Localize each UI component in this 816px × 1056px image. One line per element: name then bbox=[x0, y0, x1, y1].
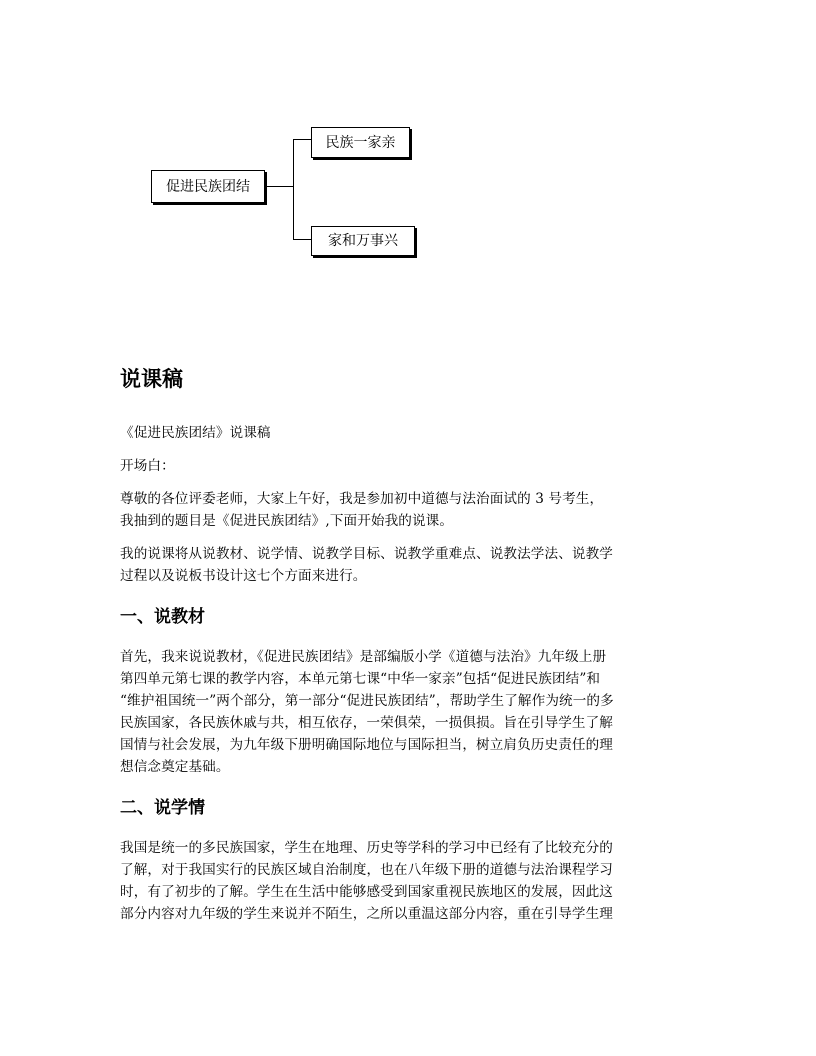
diagram-branch-bottom-label: 家和万事兴 bbox=[328, 233, 398, 249]
paragraph-line: 国情与社会发展，为九年级下册明确国际地位与国际担当，树立肩负历史责任的理 bbox=[120, 737, 613, 753]
outline-paragraph bbox=[120, 543, 698, 587]
connector-root bbox=[264, 186, 294, 187]
paragraph-line: 想信念奠定基础。 bbox=[120, 759, 230, 775]
connector-top bbox=[293, 139, 311, 140]
page-title: 说课稿 bbox=[120, 367, 183, 391]
paragraph-line: 部分内容对九年级的学生来说并不陌生，之所以重温这部分内容，重在引导学生理 bbox=[120, 906, 613, 922]
subtitle: 《促进民族团结》说课稿 bbox=[120, 425, 271, 441]
paragraph-line: 第四单元第七课的教学内容，本单元第七课“中华一家亲”包括“促进民族团结”和 bbox=[120, 671, 601, 687]
board-diagram bbox=[0, 0, 816, 270]
paragraph-line: 民族国家，各民族休戚与共，相互依存，一荣俱荣，一损俱损。旨在引导学生了解 bbox=[120, 715, 613, 731]
opening-label: 开场白： bbox=[120, 458, 175, 474]
section-heading-textbook: 一、说教材 bbox=[120, 607, 205, 627]
outline-line: 我的说课将从说教材、说学情、说教学目标、说教学重难点、说教法学法、说教学 bbox=[120, 546, 613, 562]
diagram-branch-top-label: 民族一家亲 bbox=[325, 134, 396, 151]
diagram-root-box bbox=[151, 170, 265, 203]
diagram-root-label: 促进民族团结 bbox=[166, 178, 250, 195]
greeting-line: 尊敬的各位评委老师，大家上午好，我是参加初中道德与法治面试的 3 号考生， bbox=[120, 491, 604, 507]
paragraph-line: “维护祖国统一”两个部分，第一部分“促进民族团结”，帮助学生了解作为统一的多 bbox=[120, 693, 614, 709]
diagram-branch-top-box bbox=[311, 127, 410, 158]
paragraph-line: 了解，对于我国实行的民族区域自治制度，也在八年级下册的道德与法治课程学习 bbox=[120, 862, 613, 878]
diagram-branch-bottom-box bbox=[311, 226, 415, 256]
connector-bottom bbox=[293, 239, 311, 240]
greeting-paragraph bbox=[120, 488, 698, 532]
document-body bbox=[120, 364, 698, 936]
section-students-paragraph bbox=[120, 837, 698, 925]
section-heading-students: 二、说学情 bbox=[120, 798, 205, 818]
outline-line: 过程以及说板书设计这七个方面来进行。 bbox=[120, 568, 367, 584]
paragraph-line: 首先，我来说说教材，《促进民族团结》是部编版小学《道德与法治》九年级上册 bbox=[120, 649, 607, 665]
paragraph-line: 时，有了初步的了解。学生在生活中能够感受到国家重视民族地区的发展，因此这 bbox=[120, 884, 613, 900]
paragraph-line: 我国是统一的多民族国家，学生在地理、历史等学科的学习中已经有了比较充分的 bbox=[120, 840, 613, 856]
section-textbook-paragraph bbox=[120, 646, 698, 778]
greeting-line: 我抽到的题目是《促进民族团结》,下面开始我的说课。 bbox=[120, 513, 454, 529]
connector-vertical bbox=[293, 139, 294, 239]
